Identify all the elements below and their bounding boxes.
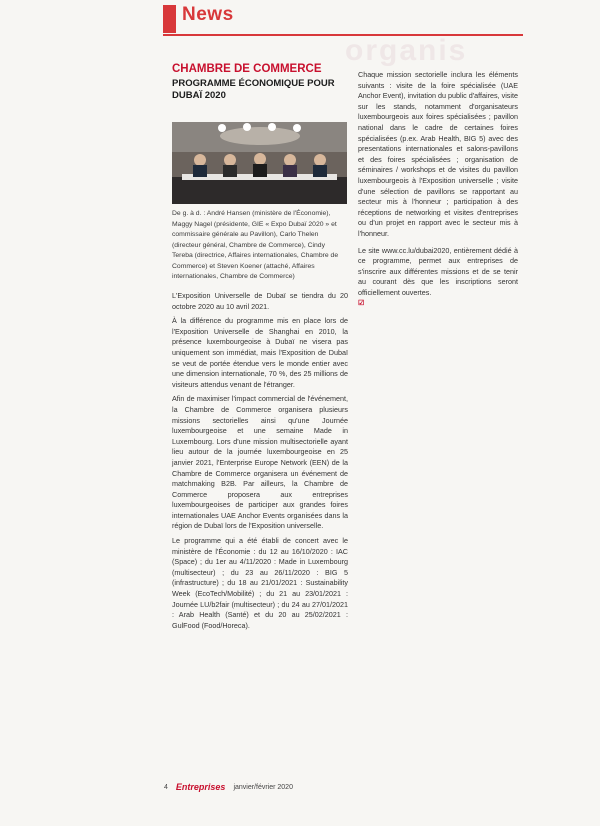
section-tab-marker: [163, 5, 176, 33]
end-of-article-mark-icon: ☑: [358, 298, 365, 308]
article-right-column: [358, 70, 518, 309]
page-footer: [164, 782, 293, 792]
paragraph: Chaque mission sectorielle inclura les éléments suivants : visite de la foire spécialisée (UAE Anchor Event), invitation du public d'affaires, visite sur les stands, notamment d'organisateurs luxembourgeois aux foires spécialisées ; pavillon national dans le cadre de certaines foires spécialisées (p.ex. Arab Health, BIG 5) avec des presentations internationales et salons-pavillons et des foires spécialisées ; organisation de séminaires / workshops et de visites du pavillon luxembourgeois à l'Exposition universelle ; visite d'une sélection de pavillons se rapportant au secteur mis à l'honneur ; participation à des réceptions de networking et visites d'entreprises ou d'un projet en rapport avec le secteur mis à l'honneur.: [358, 70, 518, 238]
section-title: News: [182, 4, 234, 25]
paragraph: À la différence du programme mis en place lors de l'Exposition Universelle de Shanghai en 2010, la présence luxembourgeoise à Dubaï ne visera pas uniquement son immédiat, mais l'Exposition de Dubaï se veut de portée étendue vers le monde entier avec une dimension internationale, 70 %, des 25 millions de visiteurs attendus venant de l'étranger.: [172, 316, 348, 389]
article-kicker: CHAMBRE DE COMMERCE: [172, 63, 322, 75]
article-left-column: [172, 291, 348, 631]
page-number: 4: [164, 783, 168, 791]
photo-caption: De g. à d. : André Hansen (ministère de l'Économie), Maggy Nagel (présidente, GIE « Expo Dubaï 2020 » et commissaire générale au Pavillon), Carlo Thelen (directeur général, Chambre de Commerce), Cindy Tereba (directrice, Affaires internationales, Chambre de Commerce) et Steven Koener (attaché, Affaires internationales, Chambre de Commerce): [172, 210, 339, 280]
paragraph: L'Exposition Universelle de Dubaï se tiendra du 20 octobre 2020 au 10 avril 2021.: [172, 291, 348, 311]
paragraph: Afin de maximiser l'impact commercial de l'événement, la Chambre de Commerce organisera plusieurs missions sectorielles ainsi qu'une Journée luxembourgeoise et une semaine Made in Luxembourg. Lors d'une mission multisectorielle ayant lieu autour de la journée luxembourgeoise en 25 janvier 2021, l'Enterprise Europe Network (EEN) de la Chambre de Commerce organisera un événement de matchmaking B2B. Par ailleurs, la Chambre de Commerce proposera aux entreprises luxembourgeoises de participer aux grandes foires internationales UAE Anchor Events organisées dans la région de Dubaï lors de l'Exposition universelle.: [172, 394, 348, 531]
article-headline: PROGRAMME ÉCONOMIQUE POUR DUBAÏ 2020: [172, 78, 335, 101]
section-rule: [163, 34, 523, 36]
issue-date: janvier/février 2020: [233, 783, 293, 791]
ghost-background-word: organis: [345, 34, 468, 67]
paragraph: Le site www.cc.lu/dubai2020, entièrement dédié à ce programme, permet aux entreprises de s'inscrire aux différentes missions et de se tenir au courant dès que les inscriptions seront officiellement ouvertes.: [358, 245, 518, 297]
paragraph: Le programme qui a été établi de concert avec le ministère de l'Économie : du 12 au 16/10/2020 : IAC (Space) ; du 1er au 4/11/2020 : Made in Luxembourg (multisecteur) ; du 23 au 26/11/2020 : BIG 5 (infrastructure) ; du 18 au 21/01/2021 : Sustainability Week (EcoTech/Mobilité) ; du 21 au 23/01/2021 : Journée LU/b2fair (multisecteur) ; du 24 au 27/01/2021 : Arab Health (Santé) et du 20 au 25/02/2021 : GulFood (Food/Horeca).: [172, 536, 348, 630]
conference-photo-illustration: [172, 122, 347, 204]
article-photo: [172, 122, 347, 204]
publication-logo: Entreprises: [175, 782, 226, 792]
